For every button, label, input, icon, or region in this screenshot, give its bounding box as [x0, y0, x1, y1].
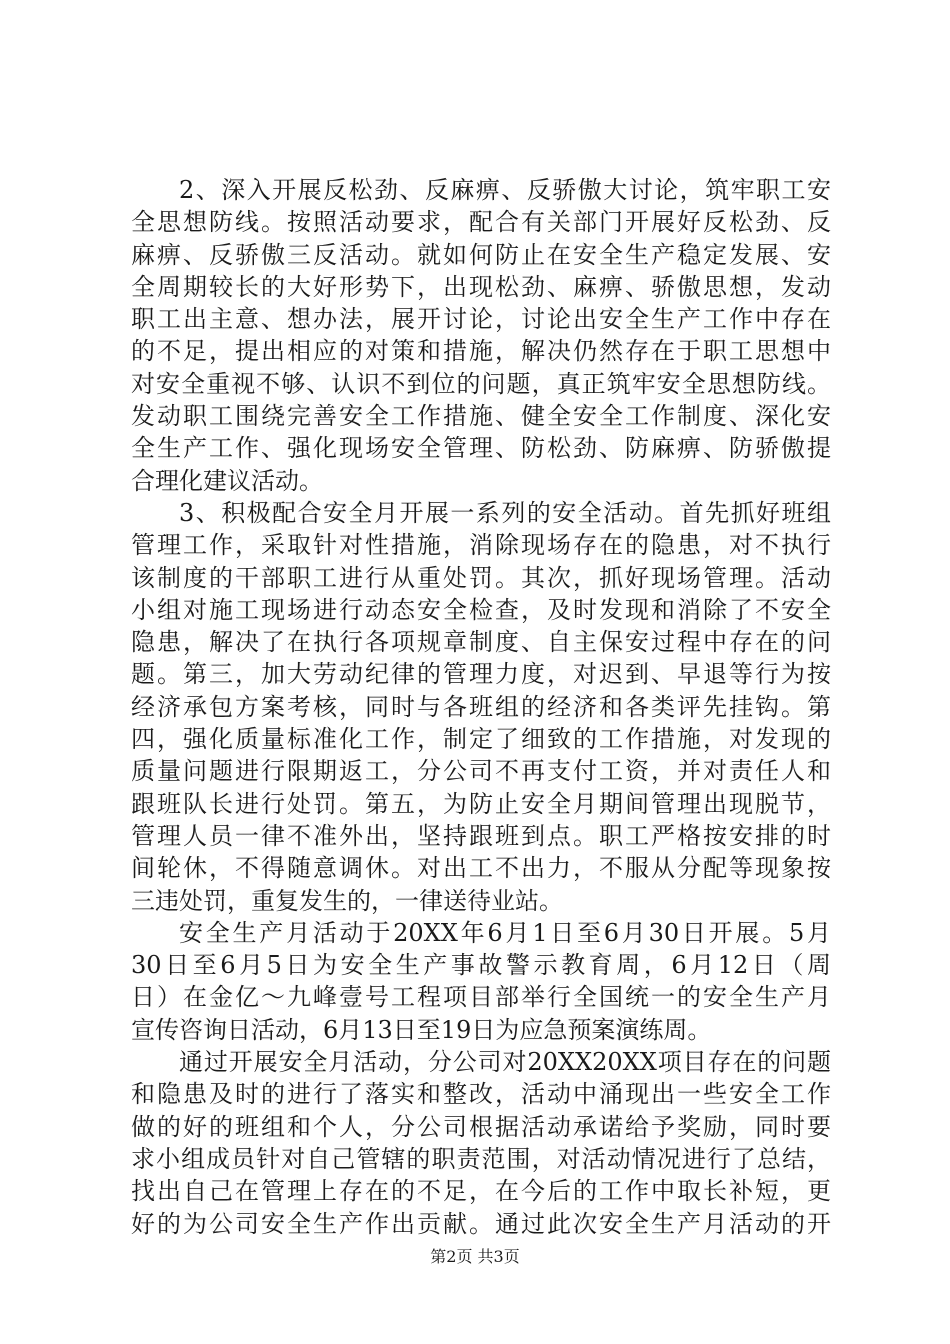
paragraph — [131, 1046, 831, 1240]
text-line: 跟班队长进行处罚。第五，为防止安全月期间管理出现脱节， — [131, 789, 831, 818]
text-line: 管理工作，采取针对性措施，消除现场存在的隐患，对不执行 — [131, 531, 831, 560]
text-line: 题。第三，加大劳动纪律的管理力度，对迟到、早退等行为按 — [131, 660, 831, 689]
text-line: 宣传咨询日活动，6月13日至19日为应急预案演练周。 — [131, 1015, 712, 1044]
page-footer — [0, 1247, 950, 1267]
paragraph — [131, 174, 831, 497]
text-line: 的不足，提出相应的对策和措施，解决仍然存在于职工思想中 — [131, 337, 831, 366]
text-line: 职工出主意、想办法，展开讨论，讨论出安全生产工作中存在 — [131, 305, 831, 334]
text-line: 日）在金亿～九峰壹号工程项目部举行全国统一的安全生产月 — [131, 983, 831, 1012]
text-line: 对安全重视不够、认识不到位的问题，真正筑牢安全思想防线。 — [131, 369, 831, 398]
text-line: 安全生产月活动于20XX年6月1日至6月30日开展。5月 — [179, 918, 831, 947]
text-line: 2、深入开展反松劲、反麻痹、反骄傲大讨论，筑牢职工安 — [179, 176, 831, 204]
text-line: 合理化建议活动。 — [131, 466, 323, 495]
text-line: 全周期较长的大好形势下，出现松劲、麻痹、骄傲思想，发动 — [131, 272, 831, 301]
paragraph — [131, 497, 831, 917]
text-line: 通过开展安全月活动，分公司对20XX20XX项目存在的问题 — [179, 1048, 831, 1077]
text-line: 小组对施工现场进行动态安全检查，及时发现和消除了不安全 — [131, 595, 831, 624]
text-line: 全生产工作、强化现场安全管理、防松劲、防麻痹、防骄傲提 — [131, 434, 831, 463]
text-line: 四，强化质量标准化工作，制定了细致的工作措施，对发现的 — [131, 725, 831, 754]
body-text — [131, 174, 831, 1240]
text-line: 好的为公司安全生产作出贡献。通过此次安全生产月活动的开 — [131, 1209, 831, 1238]
text-line: 间轮休，不得随意调休。对出工不出力，不服从分配等现象按 — [131, 854, 831, 883]
text-line: 找出自己在管理上存在的不足，在今后的工作中取长补短，更 — [131, 1177, 831, 1206]
text-line: 做的好的班组和个人，分公司根据活动承诺给予奖励，同时要 — [131, 1112, 831, 1141]
page-number-label: 第2页 共3页 — [430, 1247, 520, 1266]
paragraph — [131, 917, 831, 1046]
text-line: 求小组成员针对自己管辖的职责范围，对活动情况进行了总结， — [131, 1144, 831, 1173]
text-line: 3、积极配合安全月开展一系列的安全活动。首先抓好班组 — [179, 498, 831, 527]
text-line: 该制度的干部职工进行从重处罚。其次，抓好现场管理。活动 — [131, 563, 831, 592]
text-line: 和隐患及时的进行了落实和整改，活动中涌现出一些安全工作 — [131, 1080, 831, 1109]
text-line: 经济承包方案考核，同时与各班组的经济和各类评先挂钩。第 — [131, 692, 831, 721]
text-line: 全思想防线。按照活动要求，配合有关部门开展好反松劲、反 — [131, 208, 831, 237]
text-line: 麻痹、反骄傲三反活动。就如何防止在安全生产稳定发展、安 — [131, 240, 831, 269]
text-line: 三违处罚，重复发生的，一律送待业站。 — [131, 886, 563, 915]
text-line: 30日至6月5日为安全生产事故警示教育周，6月12日（周 — [131, 951, 831, 980]
text-line: 质量问题进行限期返工，分公司不再支付工资，并对责任人和 — [131, 757, 831, 786]
text-line: 管理人员一律不准外出，坚持跟班到点。职工严格按安排的时 — [131, 821, 831, 850]
text-line: 隐患，解决了在执行各项规章制度、自主保安过程中存在的问 — [131, 628, 831, 657]
text-line: 发动职工围绕完善安全工作措施、健全安全工作制度、深化安 — [131, 402, 831, 431]
